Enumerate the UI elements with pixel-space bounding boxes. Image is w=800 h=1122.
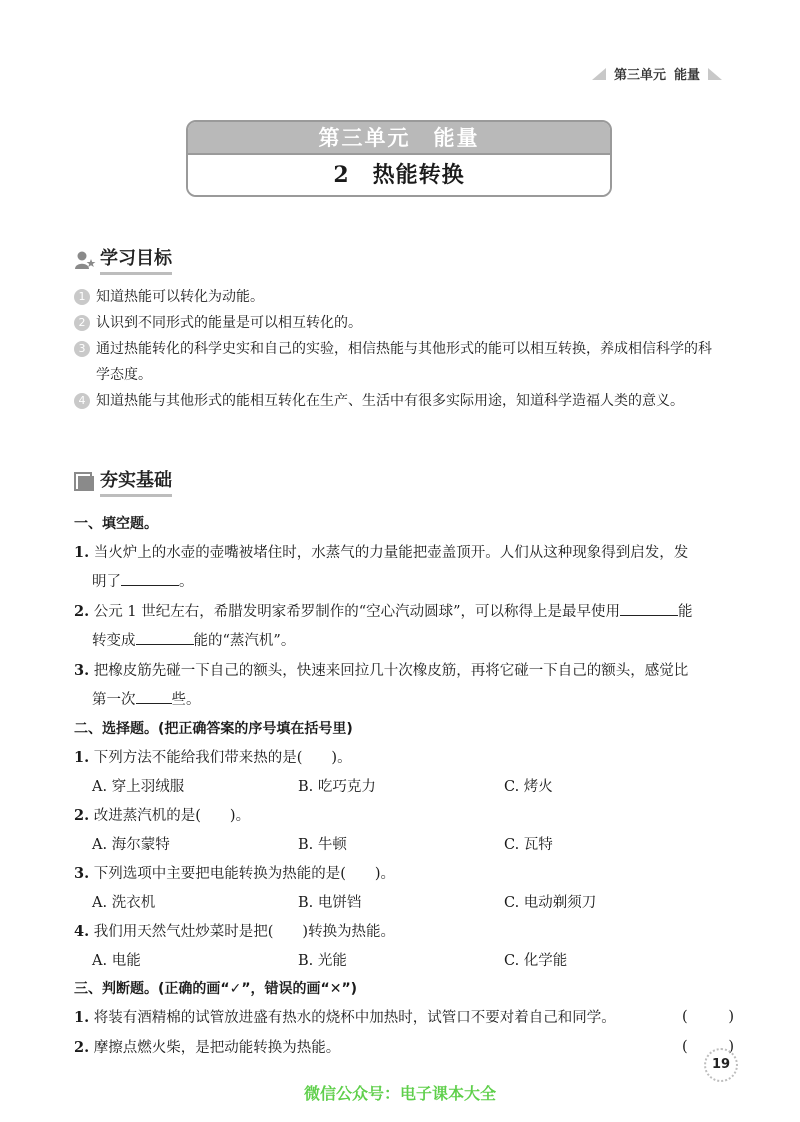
choice-question (74, 801, 734, 831)
choice-title: 二、选择题。(把正确答案的序号填在括号里) (74, 721, 353, 737)
lesson-title: 2 热能转换 (188, 155, 610, 197)
question-number: 4. (74, 923, 90, 940)
answer-blank[interactable] (121, 572, 179, 586)
goal-number: 3 (74, 341, 90, 357)
title-box (186, 120, 612, 197)
unit-title: 第三单元 能量 (188, 122, 610, 155)
answer-blank[interactable] (620, 602, 678, 616)
goal-item (74, 284, 724, 310)
goal-number: 2 (74, 315, 90, 331)
paren-close: ) (728, 1009, 734, 1025)
paren-open: ( (682, 1039, 688, 1055)
header-unit: 第三单元 (613, 68, 666, 83)
question-number: 3. (74, 662, 90, 679)
goal-text: 知道热能与其他形式的能相互转化在生产、生活中有很多实际用途，知道科学造福人类的意义。 (96, 393, 684, 409)
fill-title: 一、填空题。 (74, 516, 158, 532)
question-text: 下列选项中主要把电能转换为热能的是( )。 (93, 866, 396, 882)
question-text: 将装有酒精棉的试管放进盛有热水的烧杯中加热时，试管口不要对着自己和同学。 (93, 1010, 616, 1026)
question-text: 明了 (92, 574, 121, 590)
goal-number: 1 (74, 289, 90, 305)
choice-options (74, 947, 734, 975)
goal-item (74, 388, 724, 414)
choice-question (74, 743, 734, 773)
choice-options (74, 773, 734, 801)
question-number: 1. (74, 544, 90, 561)
answer-blank[interactable] (136, 690, 172, 704)
goal-text: 认识到不同形式的能量是可以相互转化的。 (96, 315, 362, 331)
choice-question (74, 859, 734, 889)
question-number: 3. (74, 865, 90, 882)
question-text: 下列方法不能给我们带来热的是( )。 (93, 750, 352, 766)
goals-list (74, 284, 724, 414)
basics-label: 夯实基础 (100, 466, 172, 497)
goal-item (74, 336, 724, 388)
goals-heading (74, 244, 172, 275)
option-a[interactable]: A. 海尔蒙特 (92, 837, 170, 853)
fill-question (74, 538, 734, 597)
question-text: 转变成 (92, 633, 136, 649)
question-number: 2. (74, 807, 90, 824)
choice-options (74, 889, 734, 917)
watermark-text: 微信公众号：电子课本大全 (303, 1084, 496, 1103)
question-number: 1. (74, 1009, 90, 1026)
option-b[interactable]: B. 吃巧克力 (298, 779, 376, 795)
question-text: 当火炉上的水壶的壶嘴被堵住时，水蒸气的力量能把壶盖顶开。人们从这种现象得到启发，发 (93, 545, 689, 561)
paren-close: ) (728, 1039, 734, 1055)
basics-heading (74, 466, 172, 497)
question-text: 些。 (171, 692, 201, 708)
choice-question (74, 917, 734, 947)
option-a[interactable]: A. 穿上羽绒服 (92, 779, 185, 795)
option-a[interactable]: A. 洗衣机 (92, 895, 156, 911)
option-a[interactable]: A. 电能 (92, 953, 141, 969)
question-number: 2. (74, 603, 90, 620)
fill-question (74, 597, 734, 656)
option-b[interactable]: B. 牛顿 (298, 837, 347, 853)
judge-title: 三、判断题。(正确的画“✓”，错误的画“✕”) (74, 981, 358, 997)
option-c[interactable]: C. 烤火 (504, 779, 553, 795)
student-star-icon (74, 250, 94, 270)
question-number: 2. (74, 1039, 90, 1056)
answer-parentheses[interactable] (682, 1003, 734, 1033)
goal-number: 4 (74, 393, 90, 409)
question-text: 摩擦点燃火柴，是把动能转换为热能。 (93, 1040, 341, 1056)
option-b[interactable]: B. 电饼铛 (298, 895, 362, 911)
question-text: 公元 1 世纪左右，希腊发明家希罗制作的“空心汽动圆球”，可以称得上是最早使用 (93, 604, 621, 620)
question-text: 我们用天然气灶炒菜时是把( )转换为热能。 (93, 924, 396, 940)
option-b[interactable]: B. 光能 (298, 953, 347, 969)
goal-text: 通过热能转化的科学史实和自己的实验，相信热能与其他形式的能可以相互转换，养成相信科学的科学态度。 (96, 341, 712, 383)
header-topic: 能量 (673, 68, 700, 83)
running-header (592, 64, 722, 83)
answer-blank[interactable] (136, 631, 194, 645)
triangle-right-icon (708, 68, 722, 80)
question-text: 改进蒸汽机的是( )。 (93, 808, 251, 824)
triangle-left-icon (592, 68, 606, 80)
question-number: 1. (74, 749, 90, 766)
question-text: 第一次 (92, 692, 136, 708)
question-text: 。 (179, 574, 194, 590)
fill-question (74, 656, 734, 715)
page-number: 19 (704, 1048, 738, 1082)
question-text: 把橡皮筋先碰一下自己的额头，快速来回拉几十次橡皮筋，再将它碰一下自己的额头，感觉比 (93, 663, 689, 679)
option-c[interactable]: C. 电动剃须刀 (504, 895, 597, 911)
paren-open: ( (682, 1009, 688, 1025)
goal-item (74, 310, 724, 336)
notebook-icon (74, 472, 94, 492)
question-text: 能的“蒸汽机”。 (193, 633, 296, 649)
goals-label: 学习目标 (100, 244, 172, 275)
option-c[interactable]: C. 瓦特 (504, 837, 553, 853)
exercises (74, 510, 734, 1063)
question-text: 能 (678, 604, 693, 620)
judge-question (74, 1033, 734, 1063)
option-c[interactable]: C. 化学能 (504, 953, 568, 969)
choice-options (74, 831, 734, 859)
goal-text: 知道热能可以转化为动能。 (96, 289, 264, 305)
judge-question (74, 1003, 734, 1033)
